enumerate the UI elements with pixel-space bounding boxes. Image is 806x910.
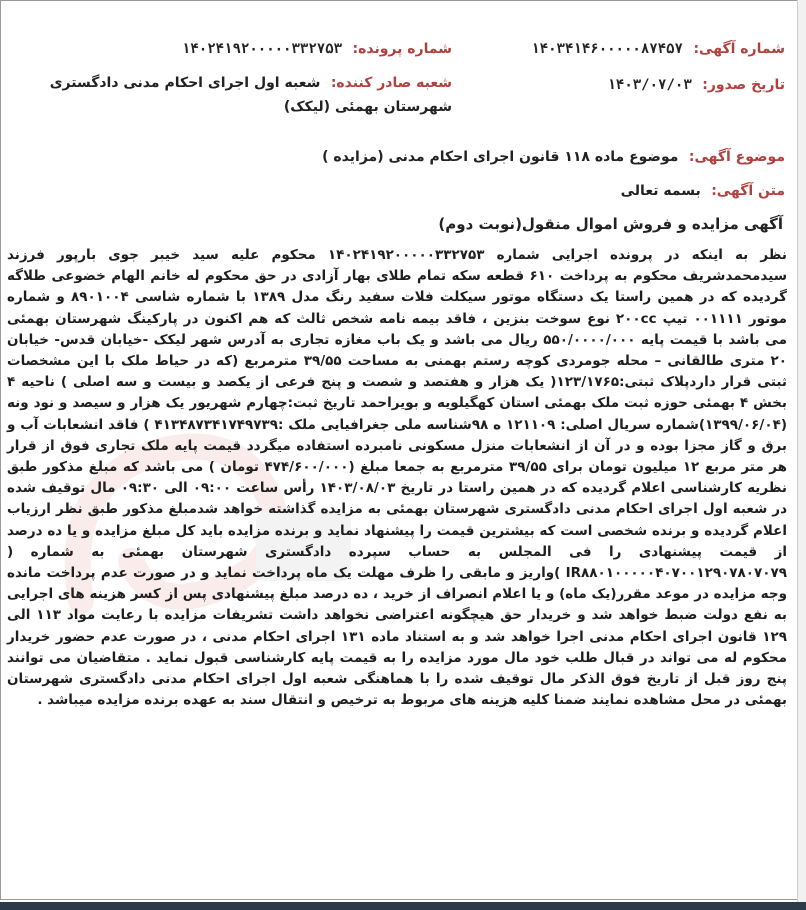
notice-number-value: ۱۴۰۳۴۱۴۶۰۰۰۰۰۸۷۴۵۷ xyxy=(531,41,683,57)
notice-number-label: شماره آگهی: xyxy=(693,41,785,57)
notice-text-intro: بسمه تعالی xyxy=(620,183,701,199)
subject-field xyxy=(322,147,785,167)
issue-date-label: تاریخ صدور: xyxy=(702,77,785,93)
issue-date-field xyxy=(607,75,785,95)
issuer-value: شعبه اول اجرای احکام مدنی دادگستری شهرستان بهمئی (لیکک) xyxy=(49,75,452,115)
notice-number-field xyxy=(531,39,785,59)
issuer-field xyxy=(32,71,452,119)
subject-label: موضوع آگهی: xyxy=(688,149,785,165)
notice-heading: آگهی مزایده و فروش اموال منقول(نوبت دوم) xyxy=(438,215,783,233)
notice-text-label: متن آگهی: xyxy=(711,183,785,199)
case-number-value: ۱۴۰۲۴۱۹۲۰۰۰۰۰۳۳۲۷۵۳ xyxy=(181,41,343,57)
subject-value: موضوع ماده ۱۱۸ قانون اجرای احکام مدنی (مزایده ) xyxy=(322,149,679,165)
bottom-bar xyxy=(0,902,806,910)
case-number-label: شماره پرونده: xyxy=(352,41,452,57)
vertical-scrollbar[interactable] xyxy=(797,0,806,902)
case-number-field xyxy=(182,39,452,59)
issue-date-value: ۱۴۰۳/۰۷/۰۳ xyxy=(607,77,692,93)
notice-text-field xyxy=(621,181,785,201)
notice-body: نظر به اینکه در پرونده اجرایی شماره ۱۴۰۲۴۱۹۲۰۰۰۰۰۳۳۲۷۵۳ محکوم علیه سید خیبر جوی بارپور فرزند سیدمحمدشریف محکوم به پرداخت ۶۱۰ قطعه سکه تمام طلای بهار آزادی در حق محکوم له خانم الهام خضوعی طلاگه گردیده که در همین راستا یک دستگاه موتور سیکلت فلات سفید رنگ مدل ۱۳۸۹ با شماره شاسی ۸۹۰۱۰۰۴ و شماره موتور ۰۰۱۱۱۱ تیپ ۲۰۰cc نوع سوخت بنزین ، فاقد بیمه نامه شخص ثالث که هم اکنون در پارکینگ شهرستان بهمئی می باشد با قیمت پایه ۵۵۰/۰۰۰۰/۰۰۰ ریال می باشد و یک باب مغازه تجاری به آدرس شهر لیکک -خیابان قدس- خیابان ۲۰ متری طالقانی – محله جومردی کوچه رستم بهمنی به مساحت ۳۹/۵۵ مترمربع (که در حیاط ملک با این مشخصات ثبتی قرار داردپلاک ثبتی:۱۲۳/۱۷۶۵( یک هزار و هفتصد و شصت و پنج فرعی از یکصد و بیست و سه اصلی ) ناحیه ۴ بخش ۴ بهمئی حوزه ثبت ملک بهمئی استان کهگیلویه و بویراحمد تاریخ ثبت:چهارم شهریور یک هزار و سیصد و نود ونه (۱۳۹۹/۰۶/۰۴)شماره سریال اصلی: ۱۲۱۱۰۹ ه ۹۸شناسه ملی جغرافیایی ملک :۴۱۳۴۸۷۳۴۱۷۴۹۷۳۹ ) فاقد انشعابات آب و برق و گاز مجزا بوده و در آن از انشعابات منزل مسکونی نامبرده استفاده میگردد قیمت پایه ملک تجاری فوق از قرار هر متر مربع ۱۲ میلیون تومان برای ۳۹/۵۵ مترمربع به جمعا مبلغ (۴۷۴/۶۰۰/۰۰۰ تومان ) می باشد که مبلغ مذکور طبق نظریه کارشناسی اعلام گردیده که در همین راستا در تاریخ ۱۴۰۳/۰۸/۰۳ رأس ساعت ۰۹:۰۰ الی ۰۹:۳۰ مال توقیف شده در شعبه اول اجرای احکام مدنی دادگستری شهرستان بهمئی به مزایده گذاشته خواهد شدمبلغ مذکور طبق نظر ارزیاب اعلام گردیده و برنده شخصی است که بیشترین قیمت را پیشنهاد نماید و برنده مزایده باید کل مبلغ مزایده و یا ده درصد از قیمت پیشنهادی را فی المجلس به حساب سپرده دادگستری شهرستان بهمئی به شماره ( IR۸۸۰۱۰۰۰۰۰۴۰۷۰۰۱۲۹۰۷۸۰۷۰۷۹ )واریز و مابقی را ظرف مهلت یک ماه پرداخت نماید و در صورت عدم پرداخت مانده وجه مزایده در موعد مقرر(یک ماه) و یا اعلام انصراف از خرید ، ده درصد مبلغ پیشنهادی پس از کسر هزینه های اجرایی به نفع دولت ضبط خواهد شد و خریدار حق هیچگونه اعتراضی نخواهد داشت تشریفات مزایده با رعایت مواد ۱۱۳ الی ۱۲۹ قانون اجرای احکام مدنی اجرا خواهد شد و به استناد ماده ۱۳۱ اجرای احکام مدنی ، در صورت عدم حضور خریدار محکوم له می تواند در قبال طلب خود مال مورد مزایده را به قیمت پایه کارشناسی قبول نماید . متقاضیان می توانند پنج روز قبل از تاریخ فوق الذکر مال توقیف شده را با هماهنگی شعبه اول اجرای احکام مدنی دادگستری شهرستان بهمئی در محل مشاهده نمایند ضمنا کلیه هزینه های مربوط به ترخیص و انتقال سند به عهده برنده مزایده میباشد . xyxy=(7,247,788,709)
issuer-label: شعبه صادر کننده: xyxy=(330,75,452,91)
